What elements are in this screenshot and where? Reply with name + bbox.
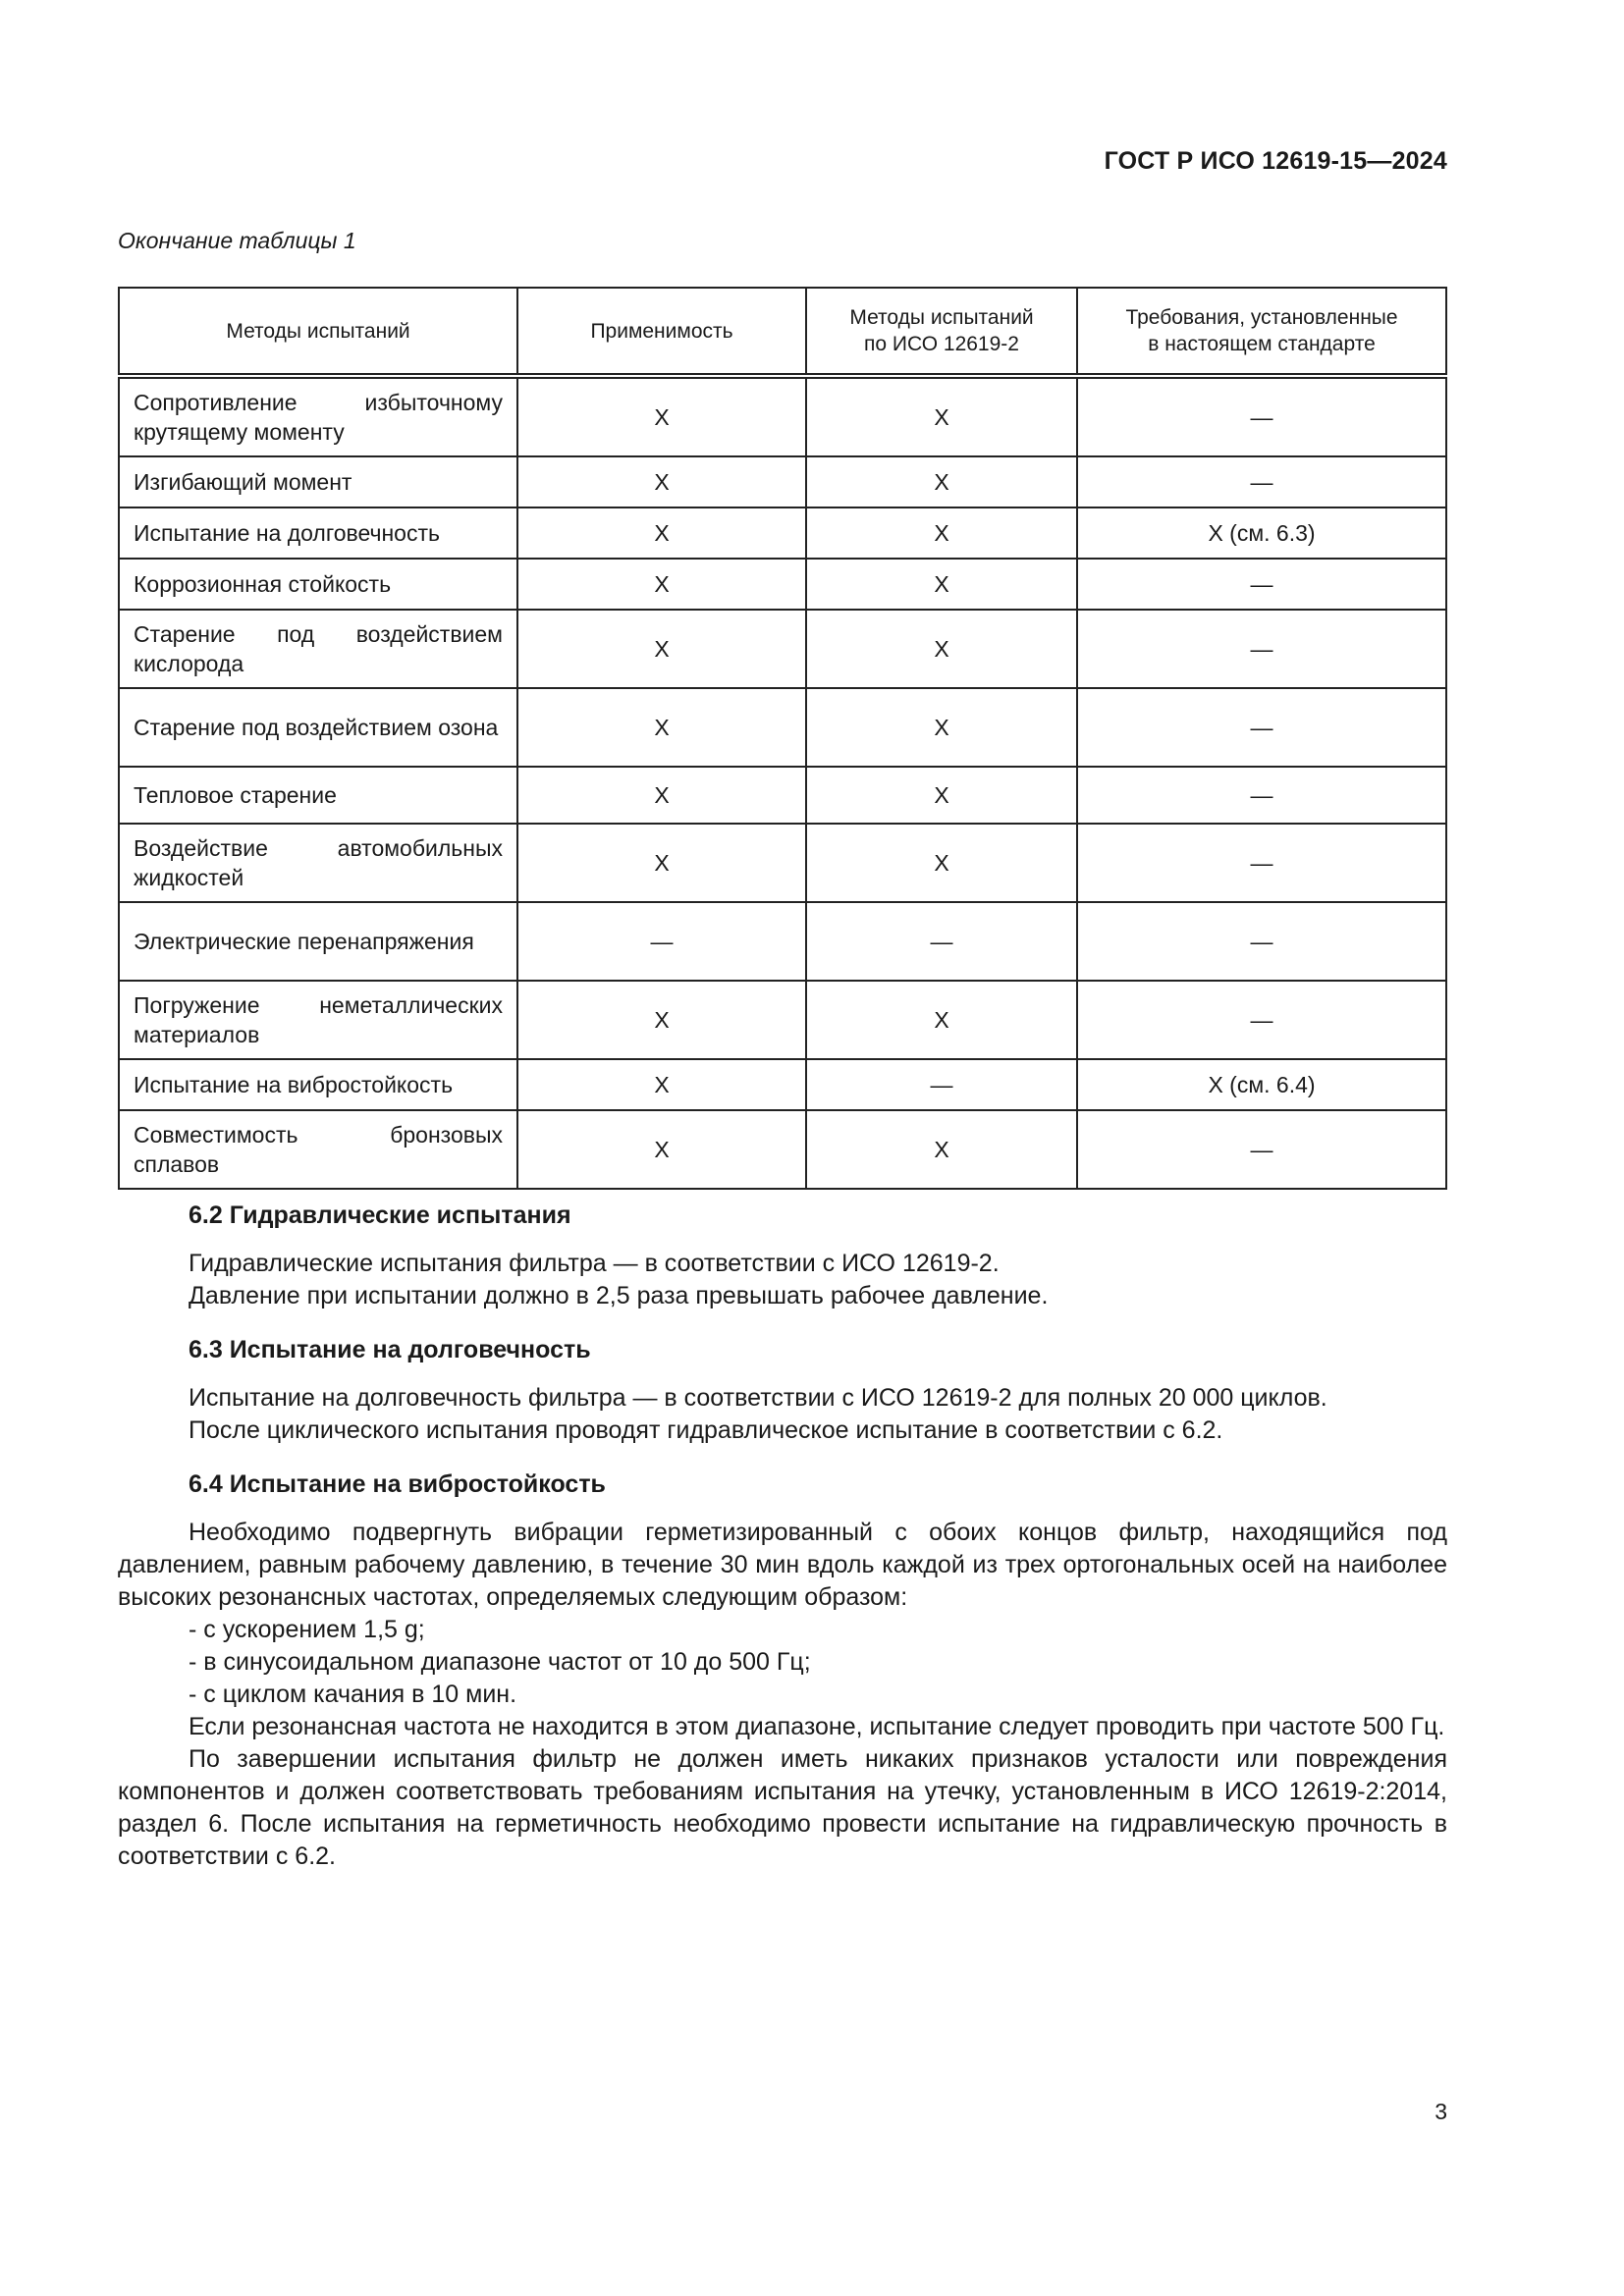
section-6-3-title: 6.3 Испытание на долговечность <box>189 1336 591 1363</box>
method-name: Старение под воздействием кислорода <box>119 610 517 688</box>
method-name: Старение под воздействием озона <box>119 688 517 767</box>
section-6-3-line-2: После циклического испытания проводят гидравлическое испытание в соответствии с 6.2. <box>189 1416 1223 1444</box>
document-id: ГОСТ Р ИСО 12619-15—2024 <box>1104 147 1447 175</box>
method-name: Испытание на вибростойкость <box>119 1059 517 1110</box>
applicability-value: X <box>517 1059 806 1110</box>
iso-method-value: X <box>806 981 1077 1059</box>
table-row <box>119 610 1446 688</box>
section-6-2 <box>118 1200 1447 1312</box>
requirement-value: — <box>1077 688 1446 767</box>
test-methods-table <box>118 287 1447 1190</box>
method-name: Изгибающий момент <box>119 456 517 507</box>
table-row <box>119 1110 1446 1189</box>
header-requirements-line1: Требования, установленные <box>1125 306 1398 329</box>
table-row <box>119 1059 1446 1110</box>
table-row <box>119 456 1446 507</box>
applicability-value: X <box>517 767 806 824</box>
header-methods-text: Методы испытаний <box>226 319 410 343</box>
applicability-value: — <box>517 902 806 981</box>
applicability-value: X <box>517 1110 806 1189</box>
iso-method-value: — <box>806 902 1077 981</box>
method-name: Сопротивление избыточному крутящему моменту <box>119 376 517 456</box>
table-row <box>119 981 1446 1059</box>
requirement-value: — <box>1077 767 1446 824</box>
iso-method-value: X <box>806 610 1077 688</box>
table-row <box>119 824 1446 902</box>
method-name: Погружение неметаллических материалов <box>119 981 517 1059</box>
table-row <box>119 507 1446 559</box>
list-item: - с циклом качания в 10 мин. <box>189 1681 517 1708</box>
requirement-value: — <box>1077 824 1446 902</box>
applicability-value: X <box>517 688 806 767</box>
method-name: Воздействие автомобильных жидкостей <box>119 824 517 902</box>
method-name: Испытание на долговечность <box>119 507 517 559</box>
header-requirements-line2: в настоящем стандарте <box>1148 333 1376 355</box>
table-row <box>119 767 1446 824</box>
requirement-value: — <box>1077 559 1446 610</box>
iso-method-value: X <box>806 507 1077 559</box>
iso-method-value: X <box>806 688 1077 767</box>
table-row <box>119 902 1446 981</box>
table-row <box>119 559 1446 610</box>
applicability-value: X <box>517 376 806 456</box>
requirement-value: — <box>1077 902 1446 981</box>
table-caption: Окончание таблицы 1 <box>118 228 356 253</box>
list-item: - в синусоидальном диапазоне частот от 10 до 500 Гц; <box>189 1648 811 1676</box>
header-iso-methods-line2: по ИСО 12619-2 <box>864 333 1019 355</box>
iso-method-value: X <box>806 456 1077 507</box>
header-iso-methods-line1: Методы испытаний <box>849 306 1034 329</box>
table-row <box>119 376 1446 456</box>
iso-method-value: X <box>806 559 1077 610</box>
header-applicability <box>517 288 806 376</box>
section-6-2-title: 6.2 Гидравлические испытания <box>189 1201 571 1229</box>
iso-method-value: X <box>806 1110 1077 1189</box>
section-6-4-title: 6.4 Испытание на вибростойкость <box>189 1470 606 1498</box>
iso-method-value: X <box>806 767 1077 824</box>
header-applicability-text: Применимость <box>590 319 733 343</box>
applicability-value: X <box>517 981 806 1059</box>
iso-method-value: X <box>806 824 1077 902</box>
section-6-4-paragraph-1: Необходимо подвергнуть вибрации герметизированный с обоих концов фильтр, находящийся под давлением, равным рабочему давлению, в течение 30 мин вдоль каждой из трех ортогональных осей на наиболее высоких резонансных частотах, определяемых следующим образом: <box>118 1519 1447 1611</box>
section-6-2-line-1: Гидравлические испытания фильтра — в соответствии с ИСО 12619-2. <box>189 1250 1000 1277</box>
requirement-value: — <box>1077 376 1446 456</box>
header-methods <box>119 288 517 376</box>
iso-method-value: — <box>806 1059 1077 1110</box>
table-header-row <box>119 288 1446 376</box>
body-content <box>118 1200 1447 1895</box>
requirement-value: — <box>1077 610 1446 688</box>
requirement-value: — <box>1077 1110 1446 1189</box>
applicability-value: X <box>517 610 806 688</box>
section-6-4 <box>118 1468 1447 1873</box>
method-name: Электрические перенапряжения <box>119 902 517 981</box>
requirement-value: — <box>1077 456 1446 507</box>
section-6-4-paragraph-3: По завершении испытания фильтр не должен иметь никаких признаков усталости или повреждения компонентов и должен соответствовать требованиям испытания на утечку, установленным в ИСО 12619-2:2014, раздел 6. После испытания на герметичность необходимо провести испытание на гидравлическую прочность в соответствии с 6.2. <box>118 1745 1447 1870</box>
method-name: Тепловое старение <box>119 767 517 824</box>
section-6-3-line-1: Испытание на долговечность фильтра — в соответствии с ИСО 12619-2 для полных 20 000 циклов. <box>189 1384 1327 1412</box>
applicability-value: X <box>517 456 806 507</box>
method-name: Совместимость бронзовых сплавов <box>119 1110 517 1189</box>
section-6-4-paragraph-2: Если резонансная частота не находится в этом диапазоне, испытание следует проводить при частоте 500 Гц. <box>189 1713 1445 1740</box>
section-6-2-line-2: Давление при испытании должно в 2,5 раза превышать рабочее давление. <box>189 1282 1049 1309</box>
applicability-value: X <box>517 559 806 610</box>
section-6-3 <box>118 1334 1447 1447</box>
header-requirements <box>1077 288 1446 376</box>
requirement-value: X (см. 6.3) <box>1077 507 1446 559</box>
list-item: - с ускорением 1,5 g; <box>189 1616 425 1643</box>
applicability-value: X <box>517 824 806 902</box>
requirement-value: — <box>1077 981 1446 1059</box>
table-row <box>119 688 1446 767</box>
page-number: 3 <box>1435 2099 1447 2124</box>
method-name: Коррозионная стойкость <box>119 559 517 610</box>
header-iso-methods <box>806 288 1077 376</box>
iso-method-value: X <box>806 376 1077 456</box>
applicability-value: X <box>517 507 806 559</box>
requirement-value: X (см. 6.4) <box>1077 1059 1446 1110</box>
